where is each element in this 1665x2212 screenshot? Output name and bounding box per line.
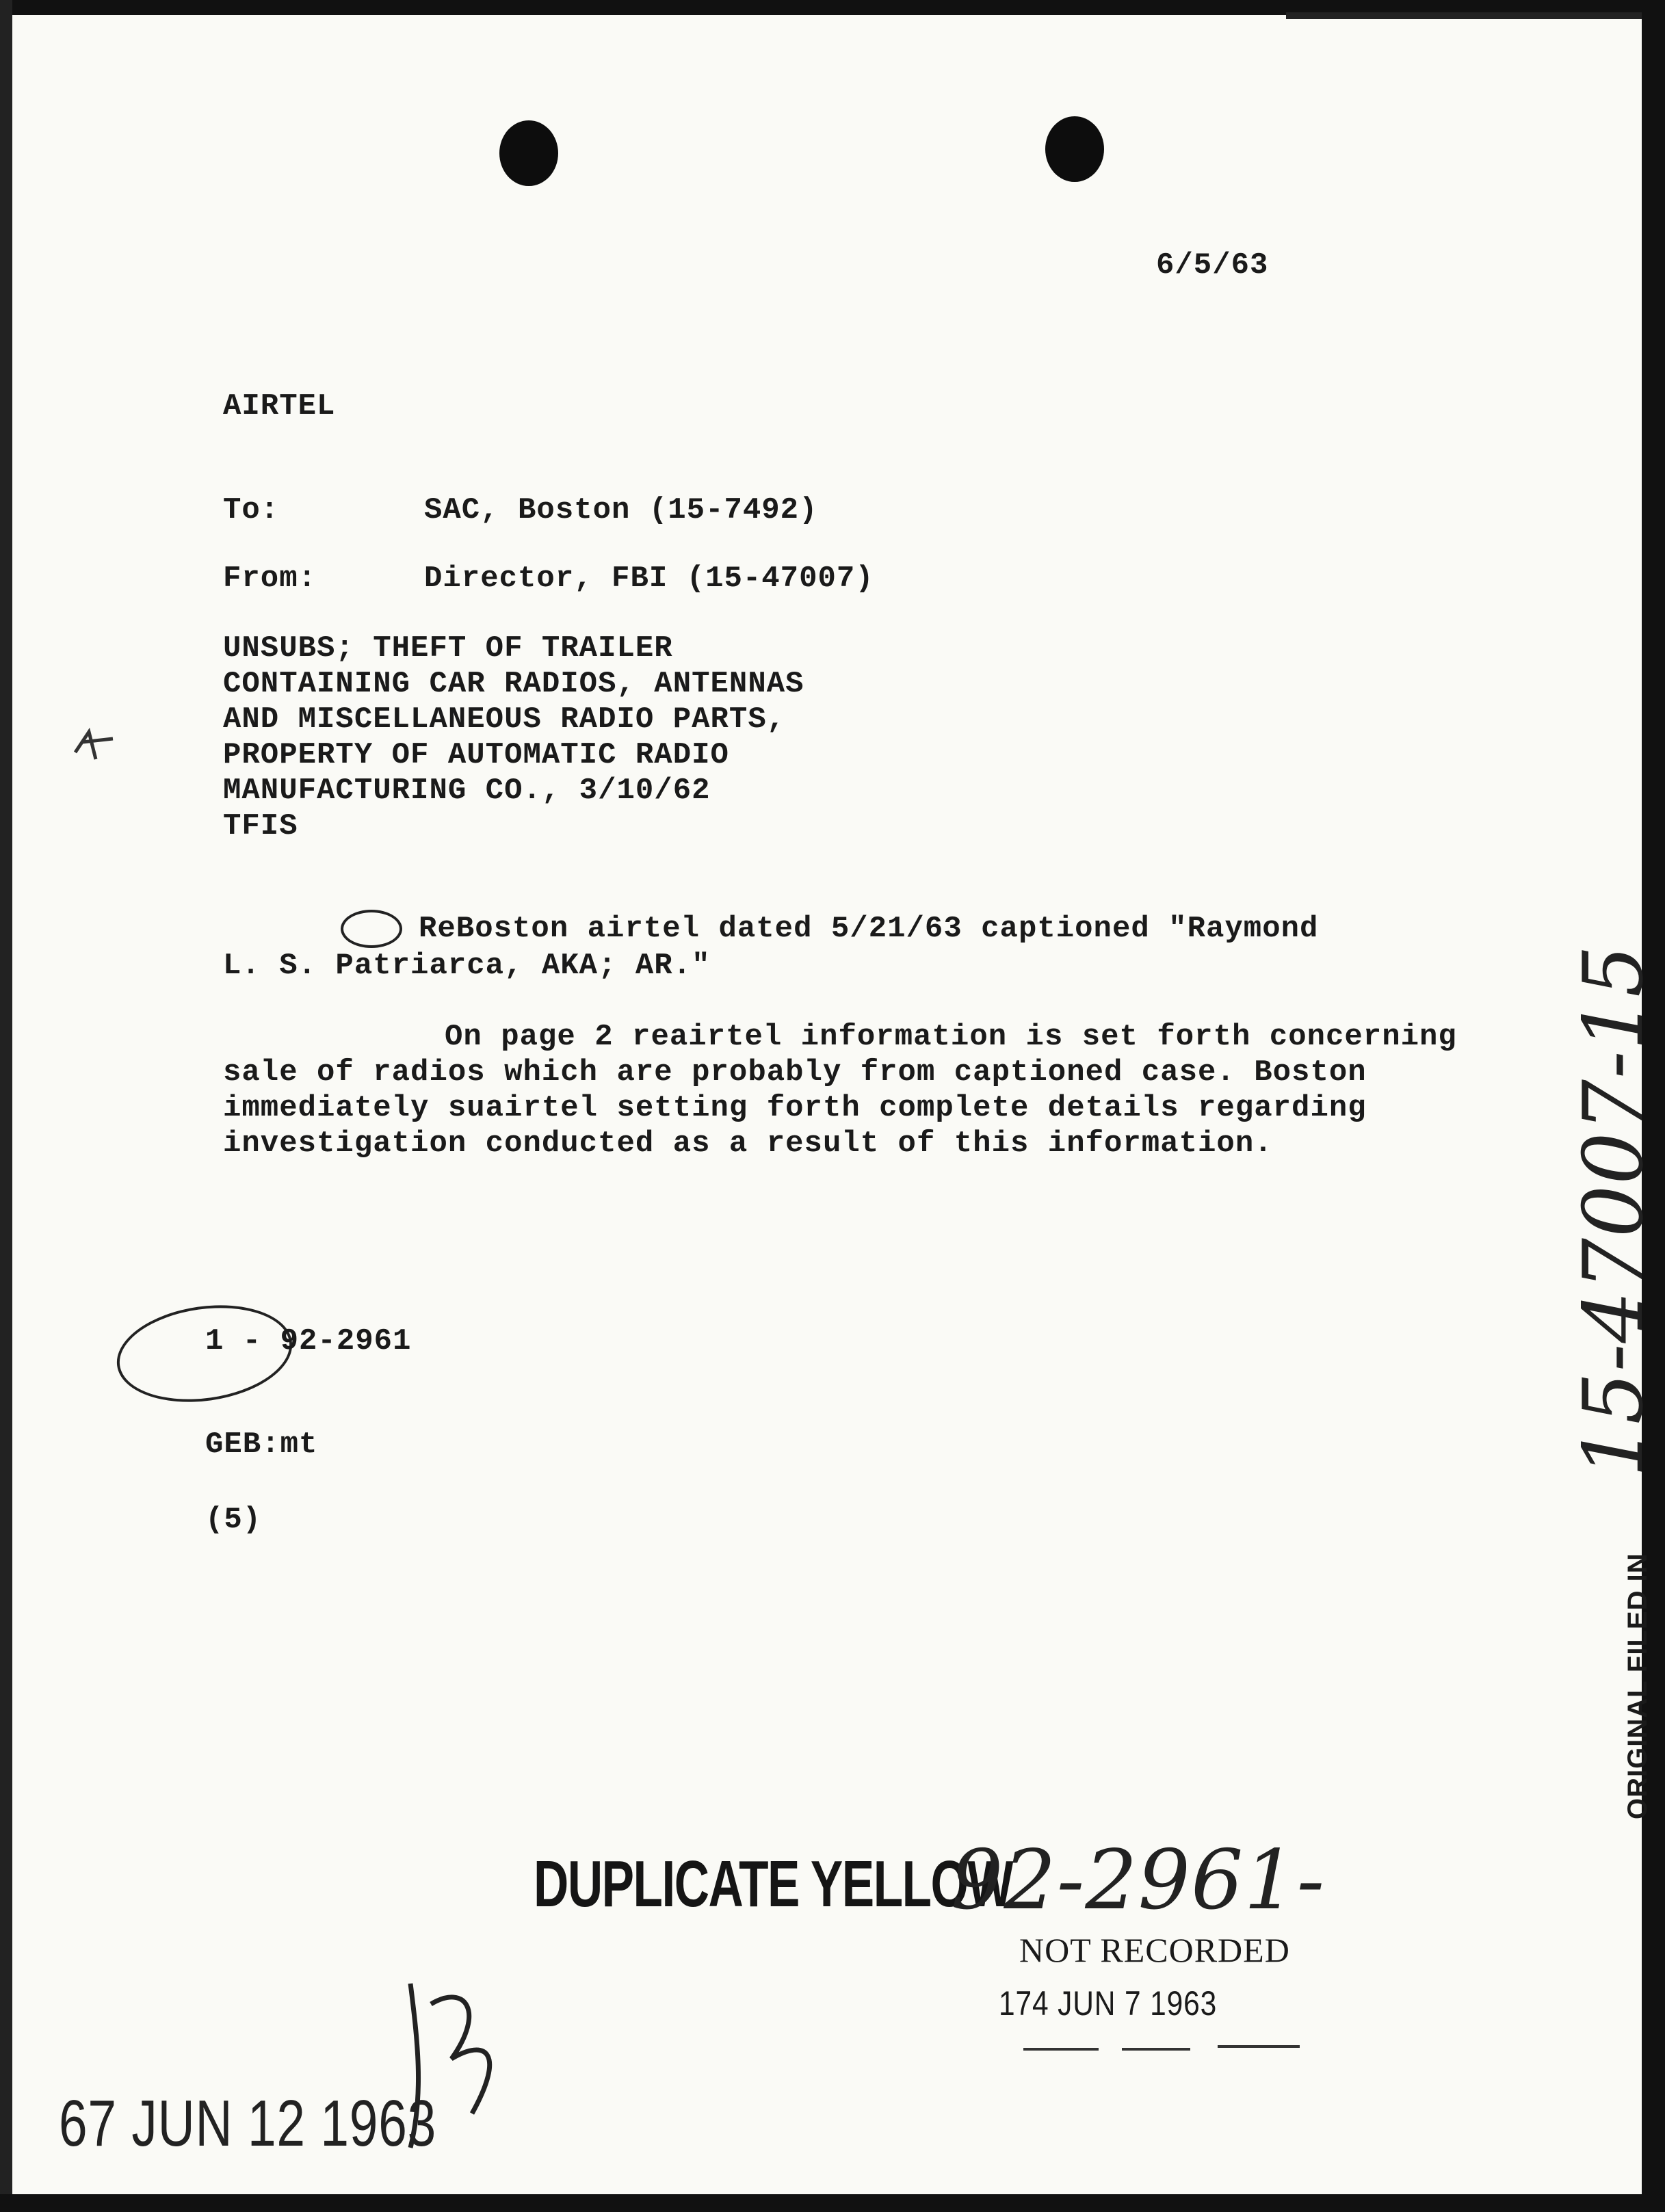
- scan-edge-bottom: [0, 2194, 1665, 2212]
- stamp-not-recorded: NOT RECORDED: [1019, 1931, 1290, 1969]
- paragraph-line: L. S. Patriarca, AKA; AR.": [223, 949, 711, 983]
- paragraph-line: ReBoston airtel dated 5/21/63 captioned "Raymond: [419, 912, 1319, 946]
- from-value: Director, FBI (15-47007): [424, 562, 874, 596]
- stamp-rule: [1122, 2048, 1190, 2051]
- typist-initials: GEB:mt: [205, 1427, 318, 1462]
- stamp-original-filed: ORIGINAL FILED IN: [1623, 1553, 1653, 1819]
- paragraph-line: On page 2 reairtel information is set forth concerning: [445, 1020, 1457, 1054]
- hand-drawn-circle: [341, 910, 402, 948]
- subject-line: MANUFACTURING CO., 3/10/62: [223, 774, 711, 808]
- stamp-date-recorded: 174 JUN 7 1963: [999, 1984, 1218, 2023]
- to-value: SAC, Boston (15-7492): [424, 493, 818, 527]
- punch-hole-left: [499, 120, 558, 186]
- document-type: AIRTEL: [223, 389, 336, 423]
- stamp-duplicate-yellow: DUPLICATE YELLOW: [534, 1847, 1012, 1921]
- stamp-rule: [1023, 2048, 1099, 2051]
- scan-edge-top-strip: [1286, 12, 1642, 19]
- copies-count: (5): [205, 1503, 262, 1537]
- scan-edge-left: [0, 0, 12, 2212]
- to-label: To:: [223, 493, 280, 527]
- subject-line: AND MISCELLANEOUS RADIO PARTS,: [223, 702, 786, 737]
- from-label: From:: [223, 562, 317, 596]
- paragraph-line: sale of radios which are probably from captioned case. Boston: [223, 1055, 1367, 1090]
- stamp-rule: [1218, 2045, 1300, 2048]
- copy-line: 1 - 92-2961: [205, 1324, 412, 1358]
- document-date: 6/5/63: [1156, 248, 1269, 282]
- paragraph-line: investigation conducted as a result of this information.: [223, 1127, 1273, 1161]
- handwritten-file-number: 92-2961-: [951, 1833, 1326, 1928]
- punch-hole-right: [1045, 116, 1104, 182]
- subject-line: UNSUBS; THEFT OF TRAILER: [223, 631, 673, 666]
- subject-line: CONTAINING CAR RADIOS, ANTENNAS: [223, 667, 804, 701]
- subject-line: PROPERTY OF AUTOMATIC RADIO: [223, 738, 729, 772]
- handwritten-side-number: 15-47007-15: [1566, 944, 1662, 1477]
- handwritten-check-mark: [62, 711, 123, 773]
- paragraph-line: immediately suairtel setting forth complete details regarding: [223, 1091, 1367, 1125]
- stamp-bottom-date: 67 JUN 12 1963: [59, 2087, 437, 2160]
- subject-line: TFIS: [223, 809, 298, 843]
